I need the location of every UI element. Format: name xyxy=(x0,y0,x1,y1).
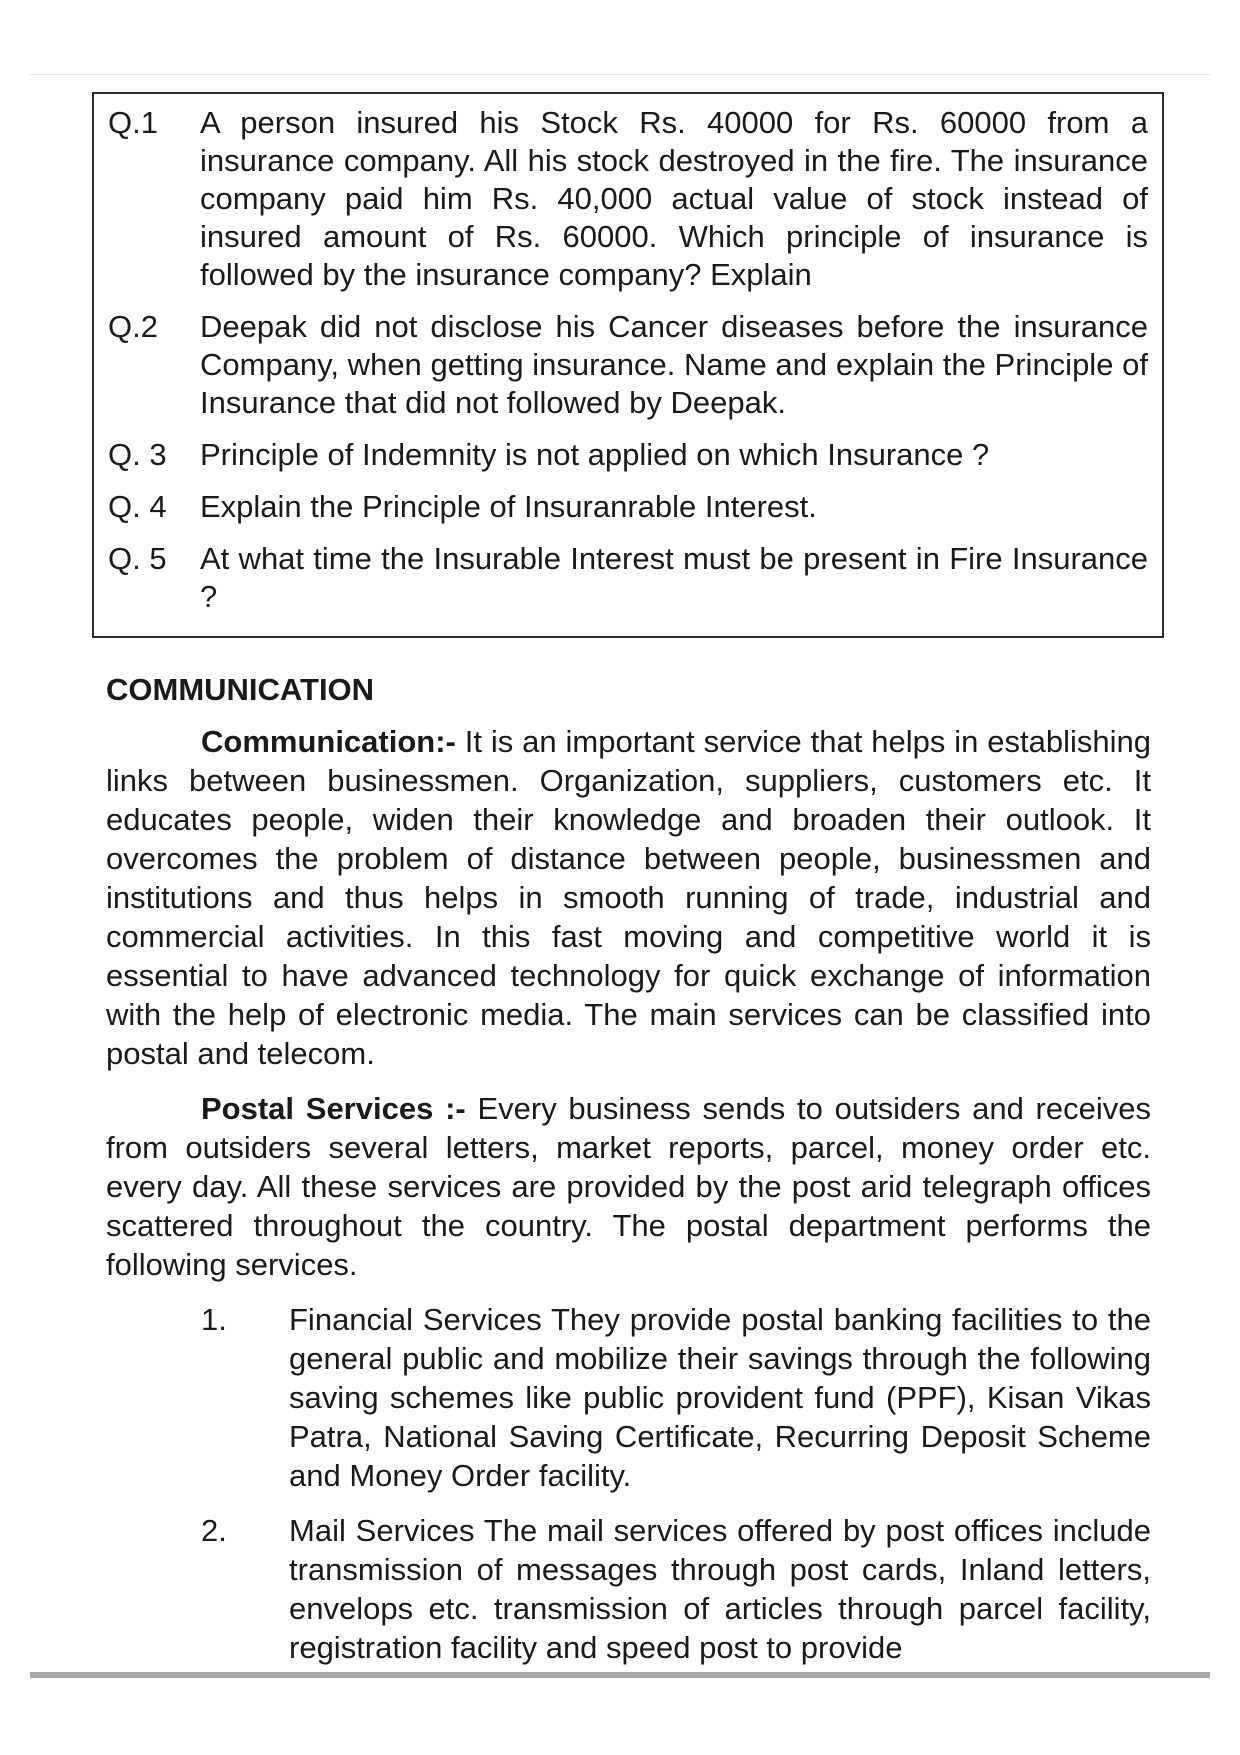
question-number: Q. 3 xyxy=(108,437,167,472)
question-number: Q. 5 xyxy=(108,541,167,576)
list-text: Mail Services The mail services offered by post offices include transmission of messages through post cards, Inland letters, envelops etc. transmission of articles through parcel facility, registration facility and speed post to provide xyxy=(289,1513,1151,1665)
questions-box xyxy=(92,92,1164,638)
question-item xyxy=(108,308,1148,422)
list-text: Financial Services They provide postal banking facilities to the general public and mobilize their savings through the following saving schemes like public provident fund (PPF), Kisan Vikas Patra, National Saving Certificate, Recurring Deposit Scheme and Money Order facility. xyxy=(289,1302,1151,1493)
question-number: Q.2 xyxy=(108,309,158,344)
list-number: 2. xyxy=(201,1513,227,1548)
question-text: A person insured his Stock Rs. 40000 for Rs. 60000 from a insurance company. All his stock destroyed in the fire. The insurance company paid him Rs. 40,000 actual value of stock instead of insured amount of Rs. 60000. Which principle of insurance is followed by the insurance company? Explain xyxy=(200,105,1148,292)
section-heading: COMMUNICATION xyxy=(106,672,375,707)
question-text: Deepak did not disclose his Cancer diseases before the insurance Company, when getting insurance. Name and explain the Principle of Insurance that did not followed by Deepak. xyxy=(200,309,1148,420)
question-text: Explain the Principle of Insuranrable Interest. xyxy=(200,489,817,524)
list-number: 1. xyxy=(201,1302,227,1337)
question-number: Q. 4 xyxy=(108,489,167,524)
communication-text: It is an important service that helps in establishing links between businessmen. Organization, suppliers, customers etc. It educates people, widen their knowledge and broaden their outlook. It overcomes the problem of distance between people, businessmen and institutions and thus helps in smooth running of trade, industrial and commercial activities. In this fast moving and competitive world it is essential to have advanced technology for quick exchange of information with the help of electronic media. The main services can be classified into postal and telecom. xyxy=(106,724,1151,1071)
postal-lead: Postal Services :- xyxy=(201,1091,466,1126)
question-item xyxy=(108,488,1148,526)
section-body xyxy=(106,722,1151,1683)
postal-text: Every business sends to outsiders and receives from outsiders several letters, market reports, parcel, money order etc. every day. All these services are provided by the post arid telegraph offices scattered throughout the country. The postal department performs the following services. xyxy=(106,1091,1151,1282)
communication-paragraph xyxy=(106,722,1151,1073)
question-item xyxy=(108,540,1148,616)
question-number: Q.1 xyxy=(108,105,158,140)
postal-paragraph xyxy=(106,1089,1151,1284)
bottom-divider xyxy=(30,1672,1210,1678)
list-item xyxy=(201,1511,1151,1667)
question-text: Principle of Indemnity is not applied on which Insurance ? xyxy=(200,437,990,472)
communication-lead: Communication:- xyxy=(201,724,456,759)
question-text: At what time the Insurable Interest must be present in Fire Insurance ? xyxy=(200,541,1148,614)
list-item xyxy=(201,1300,1151,1495)
top-divider xyxy=(30,74,1210,75)
question-item xyxy=(108,104,1148,294)
question-item xyxy=(108,436,1148,474)
